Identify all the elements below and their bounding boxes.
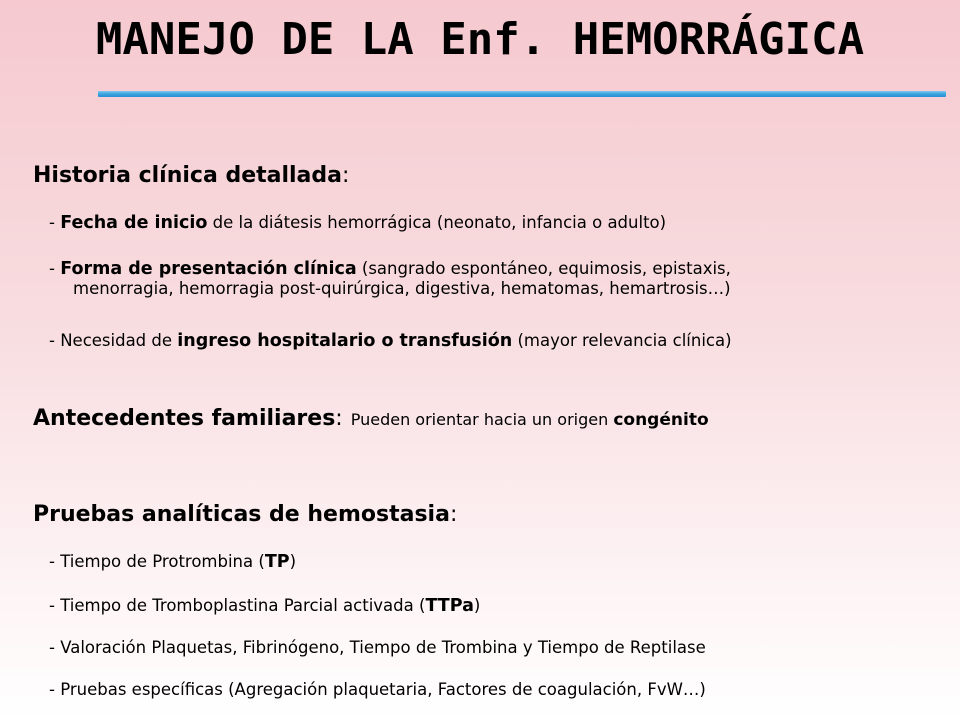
item-text: de la diátesis hemorrágica (neonato, infancia o adulto) (207, 213, 667, 232)
heading-colon: : (449, 502, 458, 527)
item-end: ) (289, 552, 297, 571)
item-end: ) (473, 596, 481, 615)
heading-text: Historia clínica detallada (33, 163, 342, 188)
heading-colon: : (342, 163, 350, 188)
item-prefix: - (49, 213, 61, 232)
list-item (49, 552, 296, 572)
item-prefix: - Necesidad de (49, 331, 178, 350)
item-text: - Valoración Plaquetas, Fibrinógeno, Tiempo de Trombina y Tiempo de Reptilase (49, 638, 706, 657)
item-bold: TTPa (425, 596, 474, 616)
item-text: - Tiempo de Tromboplastina Parcial activada ( (49, 596, 426, 615)
heading-note (351, 410, 709, 429)
item-bold: ingreso hospitalario o transfusión (177, 331, 513, 351)
heading-colon: : (335, 406, 343, 431)
list-item (49, 213, 666, 233)
item-continuation: menorragia, hemorragia post-quirúrgica, digestiva, hematomas, hemartrosis…) (73, 279, 731, 298)
item-text: (sangrado espontáneo, equimosis, epistaxis, (356, 259, 731, 278)
item-text: - Tiempo de Protrombina ( (49, 552, 265, 571)
note-text: Pueden orientar hacia un origen (350, 410, 614, 429)
title-underline (98, 91, 946, 97)
heading-pruebas-analiticas (33, 502, 457, 527)
note-bold: congénito (613, 410, 709, 430)
heading-antecedentes-familiares (33, 406, 709, 431)
item-text: - Pruebas específicas (Agregación plaquetaria, Factores de coagulación, FvW…) (49, 680, 706, 699)
item-bold: Forma de presentación clínica (60, 259, 357, 279)
heading-historia-clinica (33, 163, 349, 188)
heading-text: Pruebas analíticas de hemostasia (33, 502, 450, 527)
list-item (49, 596, 480, 616)
list-item (49, 680, 706, 699)
item-prefix: - (49, 259, 61, 278)
list-item (49, 638, 706, 657)
list-item (49, 259, 731, 298)
list-item (49, 331, 732, 351)
item-bold: Fecha de inicio (60, 213, 208, 233)
heading-text: Antecedentes familiares (33, 406, 336, 431)
item-text: (mayor relevancia clínica) (512, 331, 732, 350)
item-bold: TP (264, 552, 290, 572)
page-title: MANEJO DE LA Enf. HEMORRÁGICA (95, 14, 865, 65)
